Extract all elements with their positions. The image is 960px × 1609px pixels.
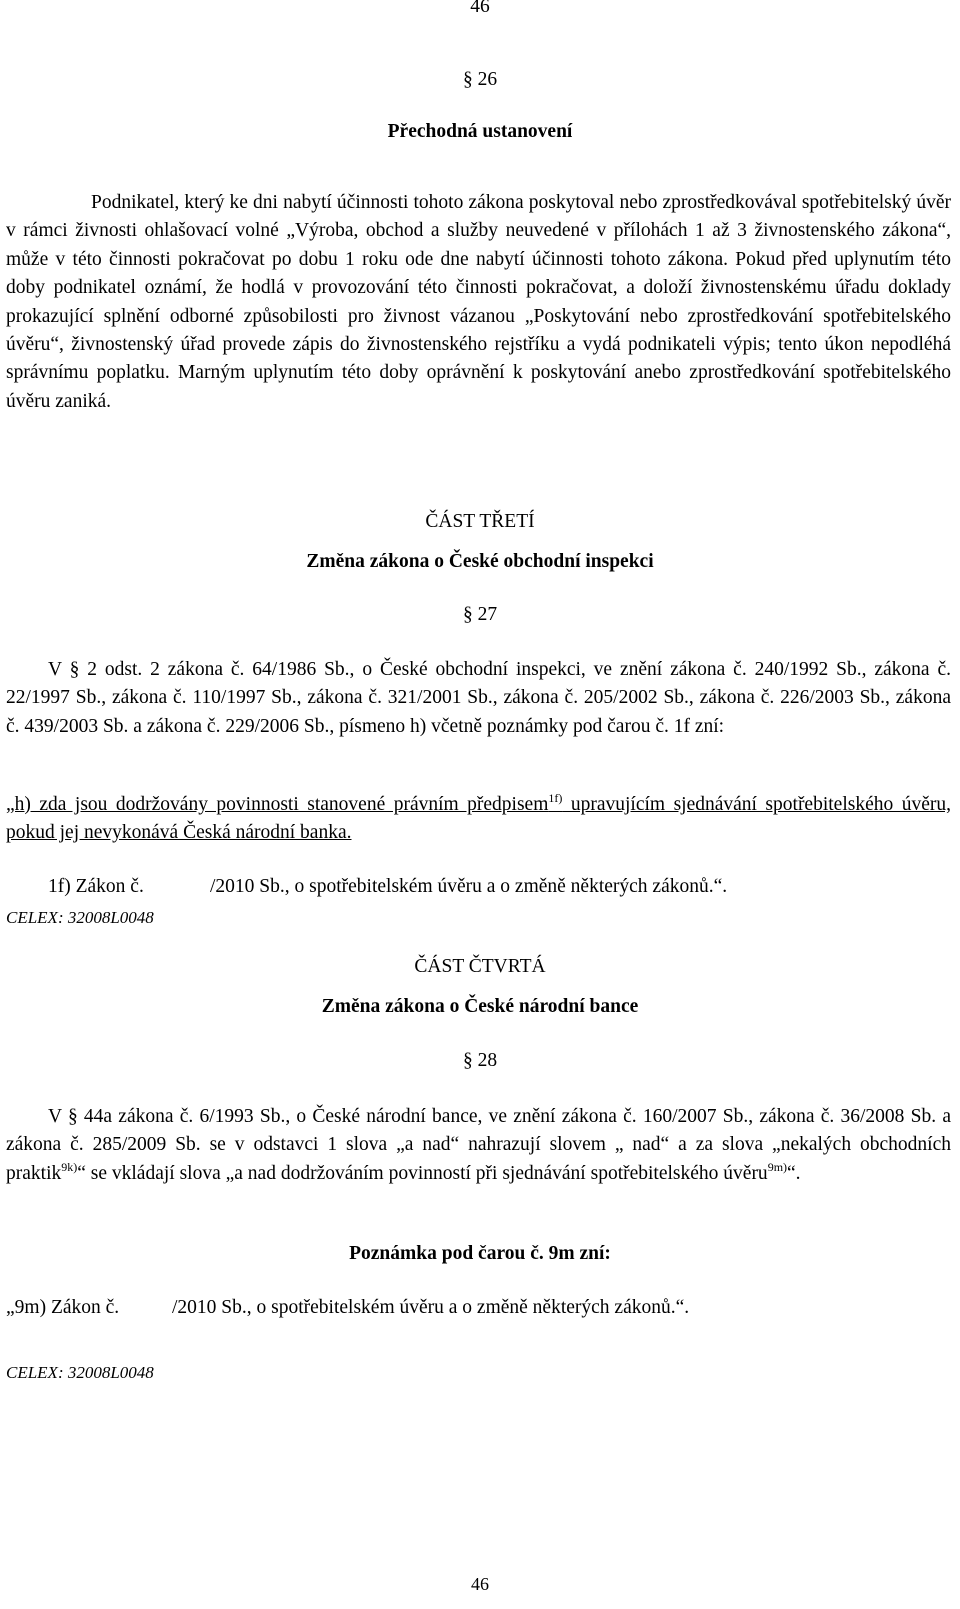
footnote-ref-9k: 9k) <box>61 1159 78 1174</box>
page-number-top: 46 <box>470 0 490 17</box>
footnote-ref-1f: 1f) <box>548 791 563 805</box>
amendment-main: „h) zda jsou dodržovány povinnosti stanovené právním předpisem <box>6 794 549 815</box>
section-28-paragraph <box>6 1103 951 1188</box>
section-27-heading: § 27 <box>462 604 498 625</box>
section-28-heading: § 28 <box>462 1050 498 1071</box>
part-4-title: Změna zákona o České národní bance <box>321 996 639 1017</box>
section-26-paragraph: Podnikatel, který ke dni nabytí účinnosti tohoto zákona poskytoval nebo zprostředkovával spotřebitelský úvěr v rámci živnosti ohlašovací volné „Výroba, obchod a služby neuvedené v přílohách 1 až 3 živnostenského zákona“, může v této činnosti pokračovat po dobu 1 roku ode dne nabytí účinnosti tohoto zákona. Pokud před uplynutím této doby podnikatel oznámí, že hodlá v provozování této činnosti pokračovat, a doloží živnostenskému úřadu doklady prokazující splnění odborné způsobilosti pro živnost vázanou „Poskytování nebo zprostředkování spotřebitelského úvěru“, živnostenský úřad provede zápis do živnostenského rejstříku a vydá podnikateli výpis; tento úkon nepodléhá správnímu poplatku. Marným uplynutím této doby oprávnění k poskytování anebo zprostředkování spotřebitelského úvěru zaniká. <box>6 192 951 412</box>
section-28-text-c: “. <box>787 1162 801 1184</box>
footnote-ref-9m: 9m) <box>767 1159 788 1174</box>
celex-ref-1: CELEX: 32008L0048 <box>6 908 154 927</box>
section-28-text-b: “ se vkládají slova „a nad dodržováním povinností při sjednávání spotřebitelského úvěru <box>77 1162 768 1184</box>
section-27-paragraph: V § 2 odst. 2 zákona č. 64/1986 Sb., o České obchodní inspekci, ve znění zákona č. 240/1992 Sb., zákona č. 22/1997 Sb., zákona č. 110/1997 Sb., zákona č. 321/2001 Sb., zákona č. 205/2002 Sb., zákona č. 226/2003 Sb., zákona č. 439/2003 Sb. a zákona č. 229/2006 Sb., písmeno h) včetně poznámky pod čarou č. 1f zní: <box>6 659 951 737</box>
section-28-text-a: V § 44a zákona č. 6/1993 Sb., o České národní bance, ve znění zákona č. 160/2007 Sb., zákona č. 36/2008 Sb. a zákona č. 285/2009 Sb. se v odstavci 1 slova „a nad“ nahrazují slovem „ nad“ a za slova „nekalých obchodních praktik <box>6 1106 951 1184</box>
footnote-9m-text: /2010 Sb., o spotřebitelském úvěru a o změně některých zákonů.“. <box>172 1297 690 1318</box>
footnote-note-title: Poznámka pod čarou č. 9m zní: <box>349 1243 611 1264</box>
footnote-1f-label: 1f) Zákon č. <box>48 876 144 897</box>
section-26-heading: § 26 <box>462 69 498 90</box>
footnote-9m-label: „9m) Zákon č. <box>6 1297 120 1318</box>
page-number-bottom: 46 <box>471 1574 489 1594</box>
part-3-heading: ČÁST TŘETÍ <box>425 511 535 532</box>
celex-ref-2: CELEX: 32008L0048 <box>6 1363 154 1382</box>
part-4-heading: ČÁST ČTVRTÁ <box>414 956 546 977</box>
section-26-title: Přechodná ustanovení <box>387 121 573 142</box>
amendment-tail: upravujícím sjednávání spotřebitelského úvěru, pokud jej nevykonává Česká národní banka. <box>6 794 951 844</box>
footnote-1f-text: /2010 Sb., o spotřebitelském úvěru a o změně některých zákonů.“. <box>210 876 728 897</box>
part-3-title: Změna zákona o České obchodní inspekci <box>306 551 654 572</box>
amendment-text <box>6 791 951 848</box>
